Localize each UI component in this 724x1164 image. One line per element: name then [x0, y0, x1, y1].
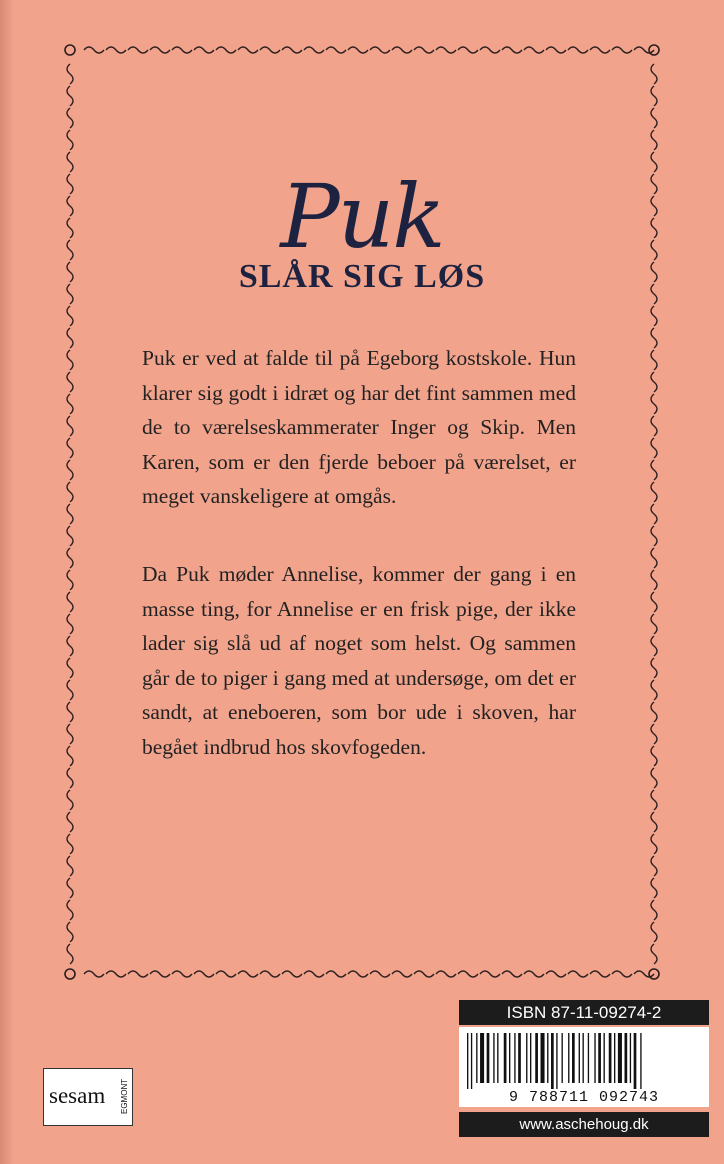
barcode-digits: 9 788711 092743	[508, 1089, 660, 1106]
border-ornament	[238, 971, 258, 977]
barcode-bar	[588, 1033, 589, 1083]
barcode-bar	[480, 1033, 484, 1083]
barcode-bar	[568, 1033, 569, 1083]
border-ornament	[282, 971, 302, 977]
border-ornament	[67, 548, 73, 568]
book-subtitle: SLÅR SIG LØS	[238, 258, 486, 295]
border-ornament	[651, 86, 657, 106]
border-ornament	[612, 971, 632, 977]
border-ornament	[568, 971, 588, 977]
border-ornament	[651, 856, 657, 876]
border-ornament	[458, 47, 478, 53]
border-ornament	[67, 878, 73, 898]
border-ornament	[480, 971, 500, 977]
border-ornament	[304, 47, 324, 53]
border-ornament	[651, 658, 657, 678]
border-ornament	[651, 306, 657, 326]
border-ornament	[67, 592, 73, 612]
barcode-bar	[493, 1033, 494, 1083]
barcode-bar	[618, 1033, 622, 1083]
barcode-bar	[487, 1033, 490, 1083]
border-ornament	[370, 47, 390, 53]
border-ornament	[67, 702, 73, 722]
border-ornament	[67, 460, 73, 480]
border-ornament	[546, 47, 566, 53]
border-ornament	[651, 460, 657, 480]
barcode-bar	[514, 1033, 515, 1083]
border-ornament	[480, 47, 500, 53]
border-ornament	[651, 592, 657, 612]
border-ornament	[238, 47, 258, 53]
blurb-paragraph-1: Puk er ved at falde til på Egeborg kostskole. Hun klarer sig godt i idræt og har det fint sammen med de to værelseskammerater Inger og Skip. Men Karen, som er den fjerde beboer på værelset, er meget vanskeligere at omgås.	[142, 346, 576, 508]
border-ornament	[216, 47, 236, 53]
border-ornament	[651, 878, 657, 898]
border-ornament	[590, 971, 610, 977]
border-ornament	[568, 47, 588, 53]
border-ornament	[67, 306, 73, 326]
border-ornament	[392, 971, 412, 977]
barcode-bar	[579, 1033, 580, 1083]
border-ornament	[651, 130, 657, 150]
border-ornament	[67, 130, 73, 150]
border-ornament	[65, 969, 75, 979]
border-ornament	[304, 971, 324, 977]
border-ornament	[67, 438, 73, 458]
border-ornament	[67, 746, 73, 766]
border-ornament	[651, 526, 657, 546]
border-ornament	[436, 971, 456, 977]
border-ornament	[67, 834, 73, 854]
border-ornament	[651, 394, 657, 414]
border-ornament	[414, 47, 434, 53]
border-ornament	[84, 47, 104, 53]
barcode-bar	[572, 1033, 575, 1083]
border-ornament	[651, 108, 657, 128]
border-ornament	[67, 658, 73, 678]
border-ornament	[651, 922, 657, 942]
barcode-bar	[476, 1033, 477, 1083]
border-ornament	[216, 971, 236, 977]
border-ornament	[436, 47, 456, 53]
border-ornament	[67, 900, 73, 920]
border-ornament	[392, 47, 412, 53]
border-ornament	[590, 47, 610, 53]
border-ornament	[414, 971, 434, 977]
border-ornament	[194, 47, 214, 53]
border-ornament	[67, 790, 73, 810]
border-ornament	[150, 47, 170, 53]
barcode-bar	[541, 1033, 545, 1083]
border-ornament	[502, 971, 522, 977]
barcode-bar	[509, 1033, 510, 1083]
border-ornament	[651, 570, 657, 590]
border-ornament	[84, 971, 104, 977]
border-ornament	[106, 971, 126, 977]
barcode-bar	[630, 1033, 631, 1083]
border-ornament	[67, 636, 73, 656]
border-ornament	[128, 971, 148, 977]
border-ornament	[172, 47, 192, 53]
border-ornament	[651, 372, 657, 392]
border-ornament	[651, 680, 657, 700]
isbn-label: ISBN 87-11-09274-2	[459, 1000, 709, 1025]
barcode-bar	[526, 1033, 527, 1083]
border-ornament	[651, 768, 657, 788]
border-ornament	[348, 47, 368, 53]
barcode-bar	[518, 1033, 521, 1083]
border-ornament	[67, 64, 73, 84]
barcode-bar	[530, 1033, 531, 1083]
border-ornament	[67, 680, 73, 700]
border-ornament	[67, 86, 73, 106]
barcode-bar	[551, 1033, 554, 1089]
barcode-bar	[625, 1033, 628, 1083]
barcode-bar	[504, 1033, 507, 1083]
barcode-bar	[535, 1033, 538, 1083]
barcode-bar	[471, 1033, 472, 1089]
border-ornament	[282, 47, 302, 53]
border-ornament	[651, 724, 657, 744]
border-ornament	[651, 504, 657, 524]
border-ornament	[67, 350, 73, 370]
border-ornament	[546, 971, 566, 977]
border-ornament	[458, 971, 478, 977]
border-ornament	[67, 108, 73, 128]
border-ornament	[651, 636, 657, 656]
border-ornament	[106, 47, 126, 53]
barcode-bar	[497, 1033, 498, 1083]
border-ornament	[326, 47, 346, 53]
border-ornament	[651, 944, 657, 964]
border-ornament	[651, 416, 657, 436]
border-ornament	[651, 328, 657, 348]
publisher-url: www.aschehoug.dk	[459, 1112, 709, 1137]
border-ornament	[260, 47, 280, 53]
barcode	[459, 1027, 709, 1107]
border-ornament	[524, 47, 544, 53]
barcode-bar	[634, 1033, 637, 1089]
barcode-bar	[614, 1033, 615, 1083]
barcode-bar	[604, 1033, 605, 1083]
border-ornament	[651, 482, 657, 502]
barcode-bar	[609, 1033, 612, 1083]
blurb-paragraph-2: Da Puk møder Annelise, kommer der gang i en masse ting, for Annelise er en frisk pige, der ikke lader sig slå ud af noget som helst. Og sammen går de to piger i gang med at undersøge, om det er sandt, at eneboeren, som bor ude i skoven, har begået indbrud hos skovfogeden.	[142, 562, 576, 759]
border-ornament	[651, 702, 657, 722]
border-ornament	[651, 614, 657, 634]
border-ornament	[194, 971, 214, 977]
border-ornament	[67, 394, 73, 414]
border-ornament	[651, 746, 657, 766]
border-ornament	[67, 856, 73, 876]
border-ornament	[65, 45, 75, 55]
barcode-bar	[598, 1033, 601, 1083]
barcode-bars	[467, 1033, 701, 1089]
border-ornament	[67, 504, 73, 524]
border-ornament	[651, 548, 657, 568]
barcode-bar	[640, 1033, 641, 1089]
logo-text: sesam	[49, 1083, 106, 1108]
border-ornament	[651, 350, 657, 370]
border-ornament	[502, 47, 522, 53]
barcode-bar	[467, 1033, 468, 1089]
border-ornament	[326, 971, 346, 977]
border-ornament	[634, 47, 654, 53]
border-ornament	[150, 971, 170, 977]
border-ornament	[67, 812, 73, 832]
border-ornament	[651, 834, 657, 854]
barcode-bar	[556, 1033, 557, 1089]
border-ornament	[67, 482, 73, 502]
border-ornament	[67, 372, 73, 392]
border-ornament	[67, 724, 73, 744]
border-ornament	[67, 416, 73, 436]
border-ornament	[651, 790, 657, 810]
border-ornament	[634, 971, 654, 977]
logo-egmont: EGMONT	[120, 1078, 129, 1114]
border-ornament	[260, 971, 280, 977]
barcode-bar	[562, 1033, 563, 1083]
border-ornament	[612, 47, 632, 53]
border-ornament	[370, 971, 390, 977]
border-ornament	[67, 614, 73, 634]
barcode-bar	[583, 1033, 584, 1083]
border-ornament	[67, 328, 73, 348]
border-ornament	[172, 971, 192, 977]
barcode-bar	[547, 1033, 548, 1083]
border-ornament	[348, 971, 368, 977]
book-title: Puk	[280, 165, 444, 268]
barcode-bar	[594, 1033, 595, 1083]
border-ornament	[67, 526, 73, 546]
border-ornament	[67, 768, 73, 788]
border-ornament	[524, 971, 544, 977]
border-ornament	[67, 922, 73, 942]
border-ornament	[67, 944, 73, 964]
border-ornament	[128, 47, 148, 53]
border-ornament	[651, 812, 657, 832]
border-ornament	[651, 64, 657, 84]
border-ornament	[67, 570, 73, 590]
border-ornament	[651, 438, 657, 458]
border-ornament	[651, 900, 657, 920]
